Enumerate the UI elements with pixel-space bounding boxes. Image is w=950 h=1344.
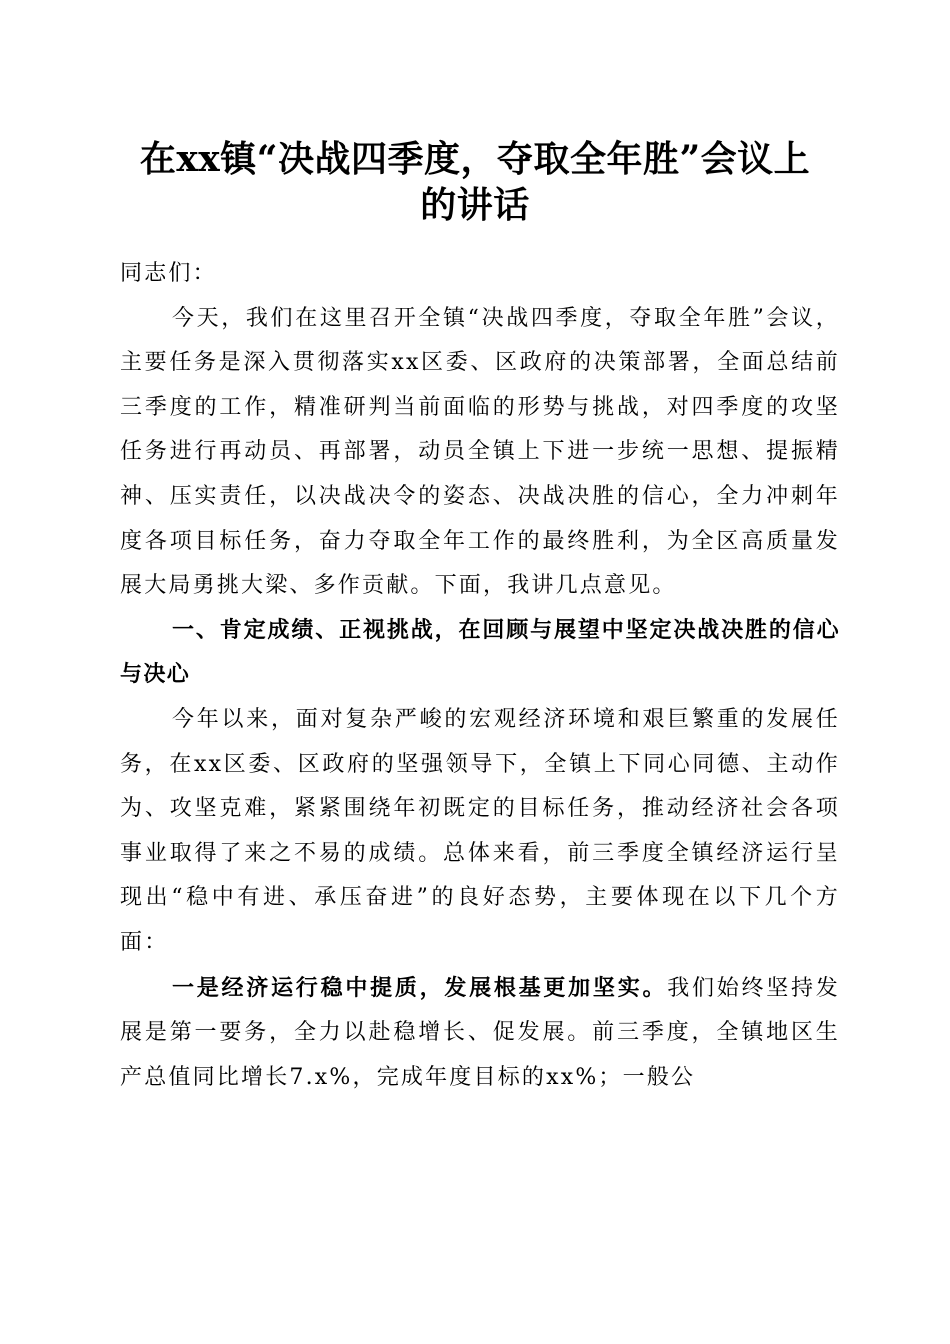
opening-paragraph: 今天，我们在这里召开全镇“决战四季度，夺取全年胜”会议，主要任务是深入贯彻落实xx区委、区政府的决策部署，全面总结前三季度的工作，精准研判当前面临的形势与挑战，对四季度的攻坚任务进行再动员、再部署，动员全镇上下进一步统一思想、提振精神、压实责任，以决战决令的姿态、决战决胜的信心，全力冲刺年度各项目标任务，奋力夺取全年工作的最终胜利，为全区高质量发展大局勇挑大梁、多作贡献。下面，我讲几点意见。 (120, 305, 840, 599)
point-1-paragraph (120, 966, 840, 1101)
point-1-text: 我们始终坚持发展是第一要务，全力以赴稳增长、促发展。前三季度，全镇地区生产总值同比增长7.x%，完成年度目标的xx%；一般公 (120, 975, 840, 1090)
document-body (120, 252, 840, 1100)
salutation: 同志们： (120, 261, 217, 286)
section-heading-1: 一、肯定成绩、正视挑战，在回顾与展望中坚定决战决胜的信心与决心 (120, 617, 840, 688)
title-line-2: 的讲话 (420, 184, 530, 226)
document-title (100, 136, 850, 228)
title-line-1: 在xx镇“决战四季度，夺取全年胜”会议上 (139, 138, 811, 180)
point-1-lead: 一是经济运行稳中提质，发展根基更加坚实。 (172, 974, 668, 1001)
review-paragraph: 今年以来，面对复杂严峻的宏观经济环境和艰巨繁重的发展任务，在xx区委、区政府的坚强领导下，全镇上下同心同德、主动作为、攻坚克难，紧紧围绕年初既定的目标任务，推动经济社会各项事业取得了来之不易的成绩。总体来看，前三季度全镇经济运行呈现出“稳中有进、承压奋进”的良好态势，主要体现在以下几个方面： (120, 706, 840, 955)
